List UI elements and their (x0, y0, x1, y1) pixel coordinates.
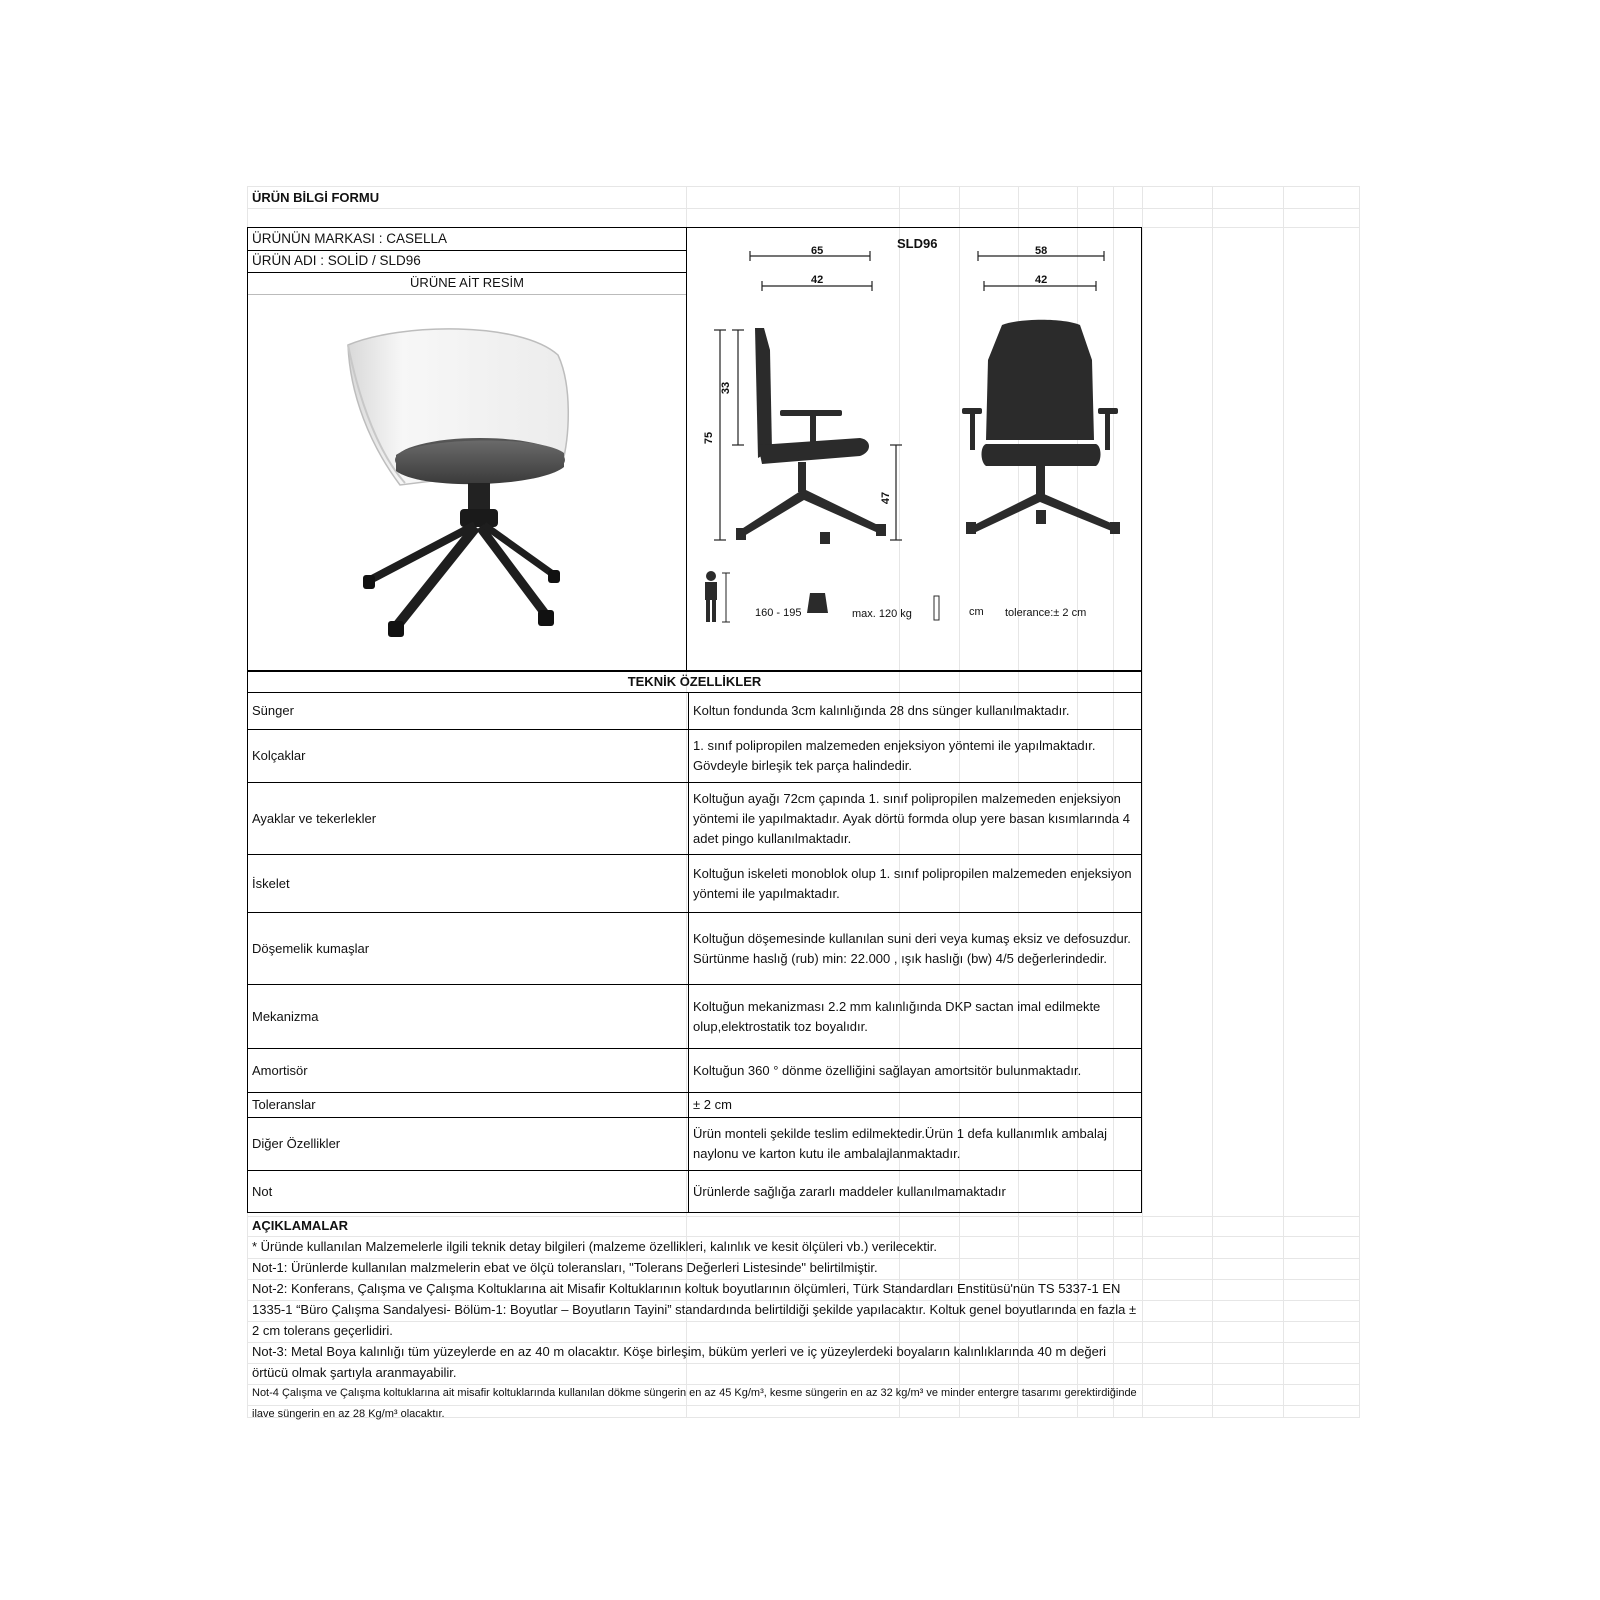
spec-key: Diğer Özellikler (248, 1118, 689, 1171)
spec-value: Koltuğun iskeleti monoblok olup 1. sınıf polipropilen malzemeden enjeksiyon yöntemi ile yapılmaktadır. (689, 855, 1142, 913)
table-row (248, 1049, 1142, 1093)
table-row (248, 783, 1142, 855)
spec-value: Ürün monteli şekilde teslim edilmektedir.Ürün 1 defa kullanımlık ambalaj naylonu ve karton kutu ile ambalajlanmaktadır. (689, 1118, 1142, 1171)
total-height: 75 (703, 431, 716, 445)
seat-height: 47 (880, 491, 893, 505)
chair-photo (330, 325, 590, 645)
spec-value: Koltuğun ayağı 72cm çapında 1. sınıf polipropilen malzemeden enjeksiyon yöntemi ile yapılmaktadır. Ayak dörtü formda olup yere basan kısımlarında 4 adet pingo kullanılmaktadır. (689, 783, 1142, 855)
spec-key: Mekanizma (248, 985, 689, 1049)
spec-value: Ürünlerde sağlığa zararlı maddeler kullanılmamaktadır (689, 1171, 1142, 1213)
spec-value: Koltun fondunda 3cm kalınlığında 28 dns sünger kullanılmaktadır. (689, 693, 1142, 730)
note-item: Not-4 Çalışma ve Çalışma koltuklarına ait misafir koltuklarında kullanılan dökme süngerin en az 45 Kg/m³, kesme süngerin en az 32 kg/m³ ve minder entergre tasarımı gerektirdiğinde ilave süngerin en az 28 Kg/m³ olacaktır. (252, 1387, 1137, 1420)
spec-value: ± 2 cm (689, 1093, 1142, 1118)
kg-badge: kg (829, 610, 838, 619)
notes-section (252, 1215, 1144, 1425)
product-name-label: ÜRÜN ADI : SOLİD / SLD96 (252, 253, 421, 268)
max-weight: max. 120 kg (852, 608, 912, 620)
back-height: 33 (720, 381, 733, 395)
spec-table (247, 671, 1142, 1213)
spec-value: Koltuğun mekanizması 2.2 mm kalınlığında DKP sactan imal edilmekte olup,elektrostatik toz boyalıdır. (689, 985, 1142, 1049)
side-width-outer: 65 (811, 245, 824, 257)
table-row (248, 1093, 1142, 1118)
table-row (248, 730, 1142, 783)
front-width-outer: 58 (1035, 245, 1048, 257)
model-code: SLD96 (897, 236, 938, 251)
notes-title: AÇIKLAMALAR (252, 1218, 349, 1233)
table-row (248, 985, 1142, 1049)
spec-key: Döşemelik kumaşlar (248, 913, 689, 985)
table-row (248, 1118, 1142, 1171)
note-item: * Üründe kullanılan Malzemelerle ilgili teknik detay bilgileri (malzeme özellikleri, kalınlık ve kesit ölçüleri vb.) verilecektir. (252, 1239, 937, 1254)
spec-key: Toleranslar (248, 1093, 689, 1118)
form-title: ÜRÜN BİLGİ FORMU (252, 190, 380, 205)
spec-key: Kolçaklar (248, 730, 689, 783)
side-width-inner: 42 (811, 274, 824, 286)
table-row (248, 913, 1142, 985)
spec-key: Sünger (248, 693, 689, 730)
specs-header: TEKNİK ÖZELLİKLER (248, 672, 1142, 693)
user-height-range: 160 - 195 (755, 607, 802, 619)
spec-key: Not (248, 1171, 689, 1213)
tolerance-label: tolerance:± 2 cm (1005, 607, 1087, 619)
note-item: Not-2: Konferans, Çalışma ve Çalışma Koltuklarına ait Misafir Koltuklarının koltuk boyutlarının ölçümleri, Türk Standardları Enstitüsü'nün TS 5337-1 EN 1335-1 “Büro Çalışma Sandalyesi- Bölüm-1: Boyutlar – Boyutların Tayini” standardında belirtildiği şekilde yapılacaktır. Koltuk genel boyutlarında en fazla ± 2 cm tolerans geçerlidiri. (252, 1281, 1137, 1338)
table-row (248, 855, 1142, 913)
table-row (248, 1171, 1142, 1213)
note-item: Not-3: Metal Boya kalınlığı tüm yüzeylerde en az 40 m olacaktır. Köşe birleşim, büküm yerleri ve iç yüzeylerdeki boyaların kalınlıklarında 40 m değeri örtücü olmak şartıyla aranmayabilir. (252, 1344, 1107, 1380)
spec-value: Koltuğun 360 ° dönme özelliğini sağlayan amortsitör bulunmaktadır. (689, 1049, 1142, 1093)
spec-value: 1. sınıf polipropilen malzemeden enjeksiyon yöntemi ile yapılmaktadır. Gövdeyle birleşik tek parça halindedir. (689, 730, 1142, 783)
dimension-drawing (700, 240, 1140, 640)
spec-key: Amortisör (248, 1049, 689, 1093)
note-item: Not-1: Ürünlerde kullanılan malzmelerin ebat ve ölçü toleransları, "Tolerans Değerleri Listesinde" belirtilmiştir. (252, 1260, 878, 1275)
spec-key: Ayaklar ve tekerlekler (248, 783, 689, 855)
image-caption: ÜRÜNE AİT RESİM (410, 275, 524, 290)
spec-key: İskelet (248, 855, 689, 913)
brand-label: ÜRÜNÜN MARKASI : CASELLA (252, 231, 448, 246)
table-row (248, 693, 1142, 730)
spec-value: Koltuğun döşemesinde kullanılan suni deri veya kumaş eksiz ve defosuzdur. Sürtünme haslığ (rub) min: 22.000 , ışık haslığı (bw) 4/5 değerlerindedir. (689, 913, 1142, 985)
front-width-inner: 42 (1035, 274, 1048, 286)
unit-label: cm (969, 606, 984, 618)
